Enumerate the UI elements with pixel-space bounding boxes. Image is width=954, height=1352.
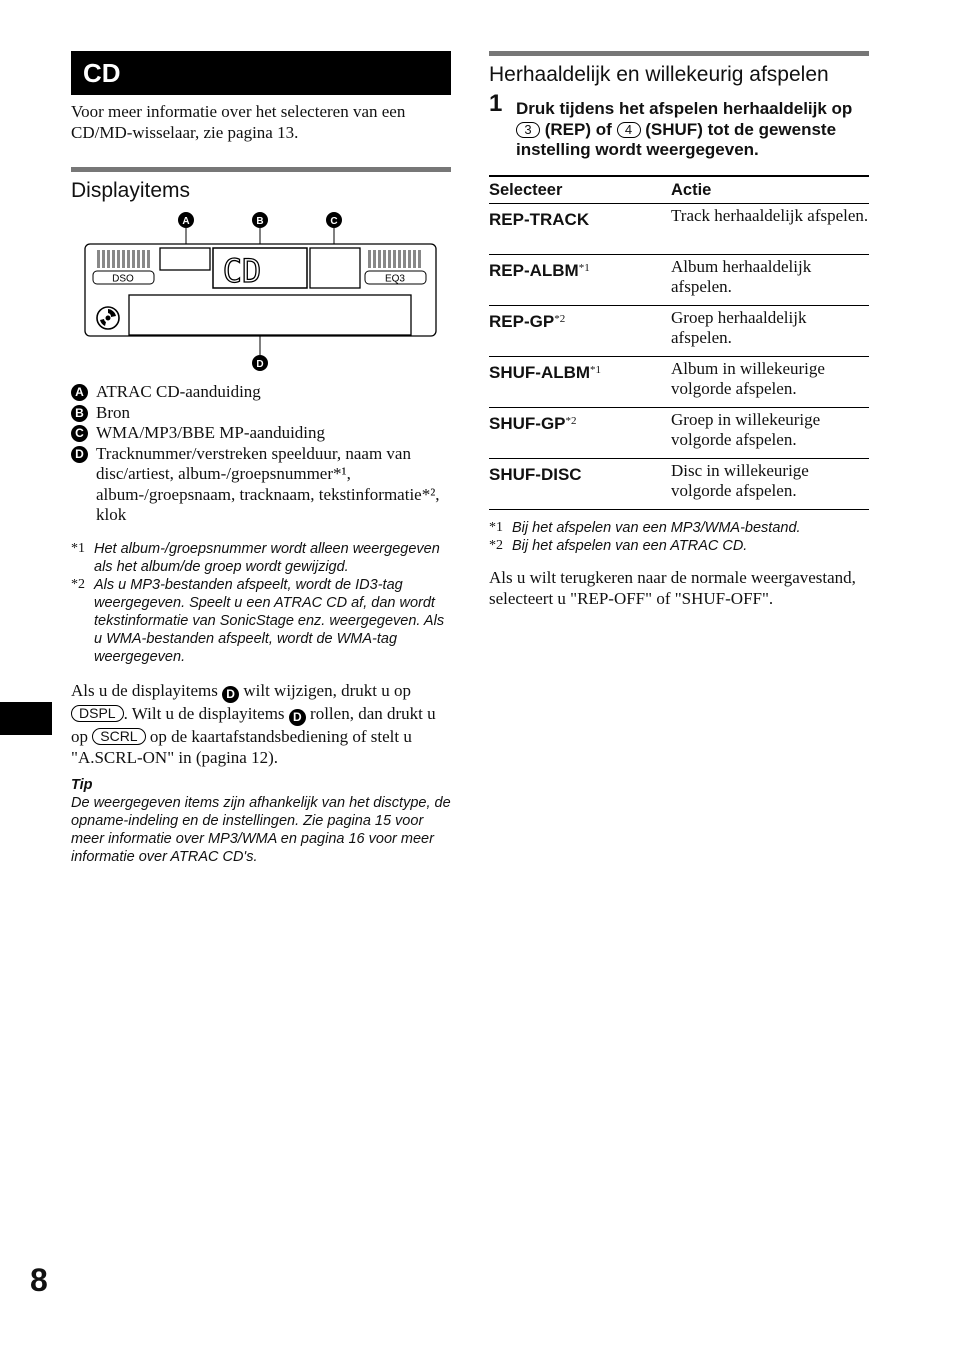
key-3-label: 3 <box>516 122 540 138</box>
select-value: SHUF-GP <box>489 413 566 433</box>
footnote-text: Bij het afspelen van een ATRAC CD. <box>512 537 748 554</box>
select-cell <box>489 407 671 458</box>
select-cell <box>489 203 671 254</box>
legend-text: Bron <box>96 402 130 422</box>
select-note: *2 <box>565 414 577 427</box>
tip-label: Tip <box>71 776 93 793</box>
step-text: Druk tijdens het afspelen herhaaldelijk op <box>516 99 853 118</box>
step-text: (REP) of <box>544 119 612 139</box>
legend-text: WMA/MP3/BBE MP-aanduiding <box>96 423 326 442</box>
source-display-text: CD <box>222 252 262 290</box>
table-row <box>489 407 869 458</box>
action-cell: Groep herhaaldelijk afspelen. <box>671 305 869 356</box>
displayitems-heading: Displayitems <box>71 179 191 202</box>
table-row <box>489 305 869 356</box>
page-number: 8 <box>30 1262 48 1298</box>
column-header-select: Selecteer <box>489 176 671 204</box>
footnote-mark: *1 <box>71 540 85 556</box>
closing-text: Als u wilt terugkeren naar de normale weergavestand, selecteert u "REP-OFF" of "SHUF-OFF". <box>489 567 856 608</box>
dso-label: DSO <box>112 273 134 285</box>
select-value: REP-ALBM <box>489 260 579 280</box>
select-value: REP-GP <box>489 311 555 331</box>
table-row <box>489 458 869 509</box>
instr-text: op de kaartafstandsbediening of stelt u "A.SCRL-ON" in (pagina 12). <box>71 726 412 767</box>
select-cell <box>489 458 671 509</box>
select-cell <box>489 305 671 356</box>
select-value: REP-TRACK <box>489 209 590 229</box>
footnote-mark: *2 <box>71 576 85 592</box>
select-value: SHUF-ALBM <box>489 362 591 382</box>
table-footnotes <box>489 519 869 555</box>
table-row <box>489 356 869 407</box>
legend-letter-d: D <box>71 446 88 463</box>
callout-d <box>252 335 268 371</box>
select-note: *1 <box>578 261 590 274</box>
action-cell: Groep in willekeurige volgorde afspelen. <box>671 407 869 458</box>
footnote <box>489 537 869 555</box>
footnote <box>489 519 869 537</box>
footnote-text: Als u MP3-bestanden afspeelt, wordt de ID3-tag weergegeven. Speelt u een ATRAC CD af, dan wordt tekstinformatie van SonicStage enz. weergegeven. Als u WMA-bestanden afspeelt, wordt de WMA-tag weergegeven. <box>94 576 445 665</box>
section-divider <box>71 167 451 172</box>
legend-item <box>71 423 451 444</box>
action-cell: Album herhaaldelijk afspelen. <box>671 254 869 305</box>
legend-letter-b: B <box>71 405 88 422</box>
instr-text: . Wilt u de displayitems <box>123 703 285 723</box>
legend-item <box>71 382 451 403</box>
instr-text: Als u de displayitems <box>71 680 218 700</box>
table-row <box>489 203 869 254</box>
select-value: SHUF-DISC <box>489 464 582 484</box>
footnote-mark: *1 <box>489 519 503 535</box>
callout-b-label: B <box>256 216 264 227</box>
instr-text: wilt wijzigen, drukt u op <box>243 680 411 700</box>
display-legend <box>71 382 451 526</box>
dspl-button-label: DSPL <box>71 705 124 722</box>
tip-block <box>71 776 451 866</box>
legend-item <box>71 403 451 424</box>
callout-c <box>326 212 342 246</box>
eq3-label: EQ3 <box>384 273 406 285</box>
legend-letter-c: C <box>71 425 88 442</box>
scrl-button-label: SCRL <box>92 728 145 745</box>
select-note: *1 <box>590 363 602 376</box>
legend-letter-a: A <box>71 384 88 401</box>
atrac-indicator-box <box>160 248 210 270</box>
intro-text: Voor meer informatie over het selecteren van een CD/MD-wisselaar, zie pagina 13. <box>71 102 406 142</box>
options-table <box>489 175 869 510</box>
action-cell: Track herhaaldelijk afspelen. <box>671 203 869 254</box>
footnote <box>71 576 451 666</box>
tip-text: De weergegeven items zijn afhankelijk van het disctype, de opname-indeling en de instellingen. Zie pagina 15 voor meer informatie over MP3/WMA en pagina 16 voor meer informatie over ATRAC CD's. <box>71 794 451 865</box>
table-header-row <box>489 176 869 204</box>
footnote-text: Het album-/groepsnummer wordt alleen weergegeven als het album/de groep wordt gewijzigd. <box>94 540 440 575</box>
inline-letter-d: D <box>222 686 239 703</box>
legend-text: ATRAC CD-aanduiding <box>96 382 261 401</box>
table-row <box>489 254 869 305</box>
action-cell: Disc in willekeurige volgorde afspelen. <box>671 458 869 509</box>
callout-c-label: C <box>330 216 338 227</box>
callout-a-label: A <box>182 216 190 227</box>
legend-item <box>71 444 451 526</box>
section-tab-marker <box>0 702 52 735</box>
footnote <box>71 540 451 576</box>
page-title: CD <box>71 51 451 95</box>
legend-text: Tracknummer/verstreken speelduur, naam van disc/artiest, album-/groepsnummer*¹, album-/groepsnaam, tracknaam, tekstinformatie*², klok <box>96 443 440 524</box>
column-header-action: Actie <box>671 176 869 204</box>
select-cell <box>489 356 671 407</box>
select-cell <box>489 254 671 305</box>
inline-letter-d: D <box>289 709 306 726</box>
right-level-meter <box>368 250 421 268</box>
step-text: (SHUF) tot de gewenste instelling wordt weergegeven. <box>516 119 837 159</box>
left-level-meter <box>97 250 150 268</box>
callout-a <box>178 212 194 246</box>
step-1 <box>489 90 869 161</box>
instr-text: rollen, dan drukt u op <box>71 703 436 746</box>
codec-indicator-box <box>310 248 360 288</box>
callout-b <box>252 212 268 246</box>
select-note: *2 <box>554 312 566 325</box>
callout-d-label: D <box>256 359 264 370</box>
left-column <box>71 51 451 866</box>
display-instructions <box>71 680 451 768</box>
footnote-mark: *2 <box>489 537 503 553</box>
section-divider <box>489 51 869 56</box>
key-4-label: 4 <box>617 122 641 138</box>
footnote-text: Bij het afspelen van een MP3/WMA-bestand. <box>512 519 801 536</box>
step-number: 1 <box>489 90 503 117</box>
text-display-area <box>129 295 411 335</box>
display-diagram <box>71 212 451 374</box>
right-column <box>489 51 869 609</box>
repeat-shuffle-heading: Herhaaldelijk en willekeurig afspelen <box>489 63 829 86</box>
disc-icon <box>97 307 119 329</box>
action-cell: Album in willekeurige volgorde afspelen. <box>671 356 869 407</box>
display-footnotes <box>71 540 451 666</box>
